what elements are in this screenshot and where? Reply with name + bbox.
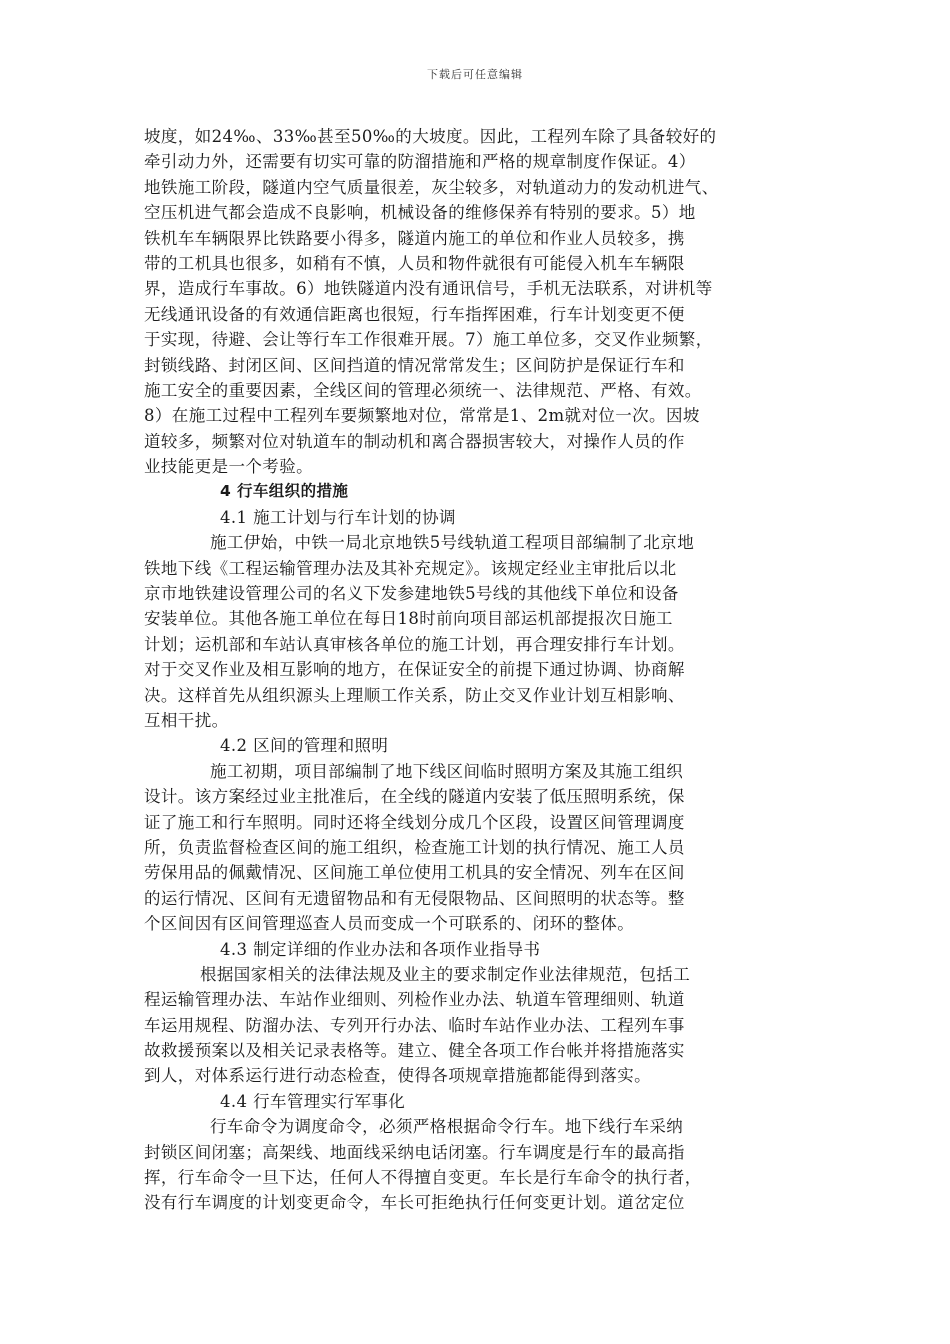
text-line: 互相干扰。: [144, 710, 229, 730]
document-body: [144, 124, 810, 1216]
text-line: 界，造成行车事故。6）地铁隧道内没有通讯信号，手机无法联系，对讲机等: [144, 279, 713, 299]
paragraph-4-4: [144, 1114, 810, 1216]
text-line: 设计。该方案经过业主批准后，在全线的隧道内安装了低压照明系统，保: [144, 787, 685, 807]
text-line: 挥，行车命令一旦下达，任何人不得擅自变更。车长是行车命令的执行者，: [144, 1168, 702, 1188]
text-line: 所，负责监督检查区间的施工组织，检查施工计划的执行情况、施工人员: [144, 837, 685, 857]
text-line: 根据国家相关的法律法规及业主的要求制定作业法律规范，包括工: [200, 964, 691, 984]
paragraph-4-2: [144, 759, 810, 937]
text-line: 劳保用品的佩戴情况、区间施工单位使用工机具的安全情况、列车在区间: [144, 863, 685, 883]
text-line: 业技能更是一个考验。: [144, 457, 313, 477]
text-line: 铁地下线《工程运输管理办法及其补充规定》。该规定经业主审批后以北: [144, 558, 677, 578]
text-line: 封锁区间闭塞；高架线、地面线采纳电话闭塞。行车调度是行车的最高指: [144, 1142, 685, 1162]
subsection-heading-4-2: 4.2 区间的管理和照明: [220, 736, 389, 756]
text-line: 牵引动力外，还需要有切实可靠的防溜措施和严格的规章制度作保证。4）: [144, 152, 696, 172]
text-line: 道较多，频繁对位对轨道车的制动机和离合器损害较大，对操作人员的作: [144, 431, 685, 451]
body-paragraph: [144, 124, 810, 479]
text-line: 铁机车车辆限界比铁路要小得多，隧道内施工的单位和作业人员较多，携: [144, 228, 685, 248]
text-line: 施工初期，项目部编制了地下线区间临时照明方案及其施工组织: [210, 761, 684, 781]
text-line: 程运输管理办法、车站作业细则、列检作业办法、轨道车管理细则、轨道: [144, 990, 685, 1010]
subsection-heading-4-1: 4.1 施工计划与行车计划的协调: [220, 507, 456, 527]
text-line: 封锁线路、封闭区间、区间挡道的情况常常发生；区间防护是保证行车和: [144, 355, 685, 375]
text-line: 车运用规程、防溜办法、专列开行办法、临时车站作业办法、工程列车事: [144, 1015, 685, 1035]
paragraph-4-1: [144, 530, 810, 733]
section-heading-4: 4 行车组织的措施: [220, 482, 349, 501]
text-line: 个区间因有区间管理巡查人员而变成一个可联系的、闭环的整体。: [144, 914, 635, 934]
text-line: 对于交叉作业及相互影响的地方，在保证安全的前提下通过协调、协商解: [144, 660, 685, 680]
paragraph-4-3: [144, 962, 810, 1089]
text-line: 坡度，如24‰、33‰甚至50‰的大坡度。因此，工程列车除了具备较好的: [144, 127, 717, 146]
text-line: 决。这样首先从组织源头上理顺工作关系，防止交叉作业计划互相影响、: [144, 685, 685, 705]
text-line: 8）在施工过程中工程列车要频繁地对位，常常是1、2m就对位一次。因坡: [144, 406, 700, 426]
text-line: 空压机进气都会造成不良影响，机械设备的维修保养有特别的要求。5）地: [144, 203, 696, 223]
subsection-heading-4-4: 4.4 行车管理实行军事化: [220, 1091, 406, 1111]
page-header-note: 下载后可任意编辑: [427, 68, 523, 81]
text-line: 于实现，待避、会让等行车工作很难开展。7）施工单位多，交叉作业频繁，: [144, 330, 713, 350]
text-line: 地铁施工阶段，隧道内空气质量很差，灰尘较多，对轨道动力的发动机进气、: [144, 177, 719, 197]
text-line: 行车命令为调度命令，必须严格根据命令行车。地下线行车采纳: [210, 1117, 684, 1137]
text-line: 施工伊始，中铁一局北京地铁5号线轨道工程项目部编制了北京地: [210, 533, 695, 553]
text-line: 没有行车调度的计划变更命令，车长可拒绝执行任何变更计划。道岔定位: [144, 1193, 685, 1213]
text-line: 的运行情况、区间有无遗留物品和有无侵限物品、区间照明的状态等。整: [144, 888, 685, 908]
text-line: 故救援预案以及相关记录表格等。建立、健全各项工作台帐并将措施落实: [144, 1041, 685, 1061]
text-line: 安装单位。其他各施工单位在每日18时前向项目部运机部提报次日施工: [144, 609, 673, 629]
text-line: 京市地铁建设管理公司的名义下发参建地铁5号线的其他线下单位和设备: [144, 584, 679, 604]
text-line: 计划；运机部和车站认真审核各单位的施工计划，再合理安排行车计划。: [144, 634, 685, 654]
text-line: 带的工机具也很多，如稍有不慎，人员和物件就很有可能侵入机车车辆限: [144, 253, 685, 273]
text-line: 到人，对体系运行进行动态检查，使得各项规章措施都能得到落实。: [144, 1066, 651, 1086]
subsection-heading-4-3: 4.3 制定详细的作业办法和各项作业指导书: [220, 939, 541, 959]
text-line: 无线通讯设备的有效通信距离也很短，行车指挥困难，行车计划变更不便: [144, 304, 685, 324]
text-line: 证了施工和行车照明。同时还将全线划分成几个区段，设置区间管理调度: [144, 812, 685, 832]
text-line: 施工安全的重要因素，全线区间的管理必须统一、法律规范、严格、有效。: [144, 380, 702, 400]
